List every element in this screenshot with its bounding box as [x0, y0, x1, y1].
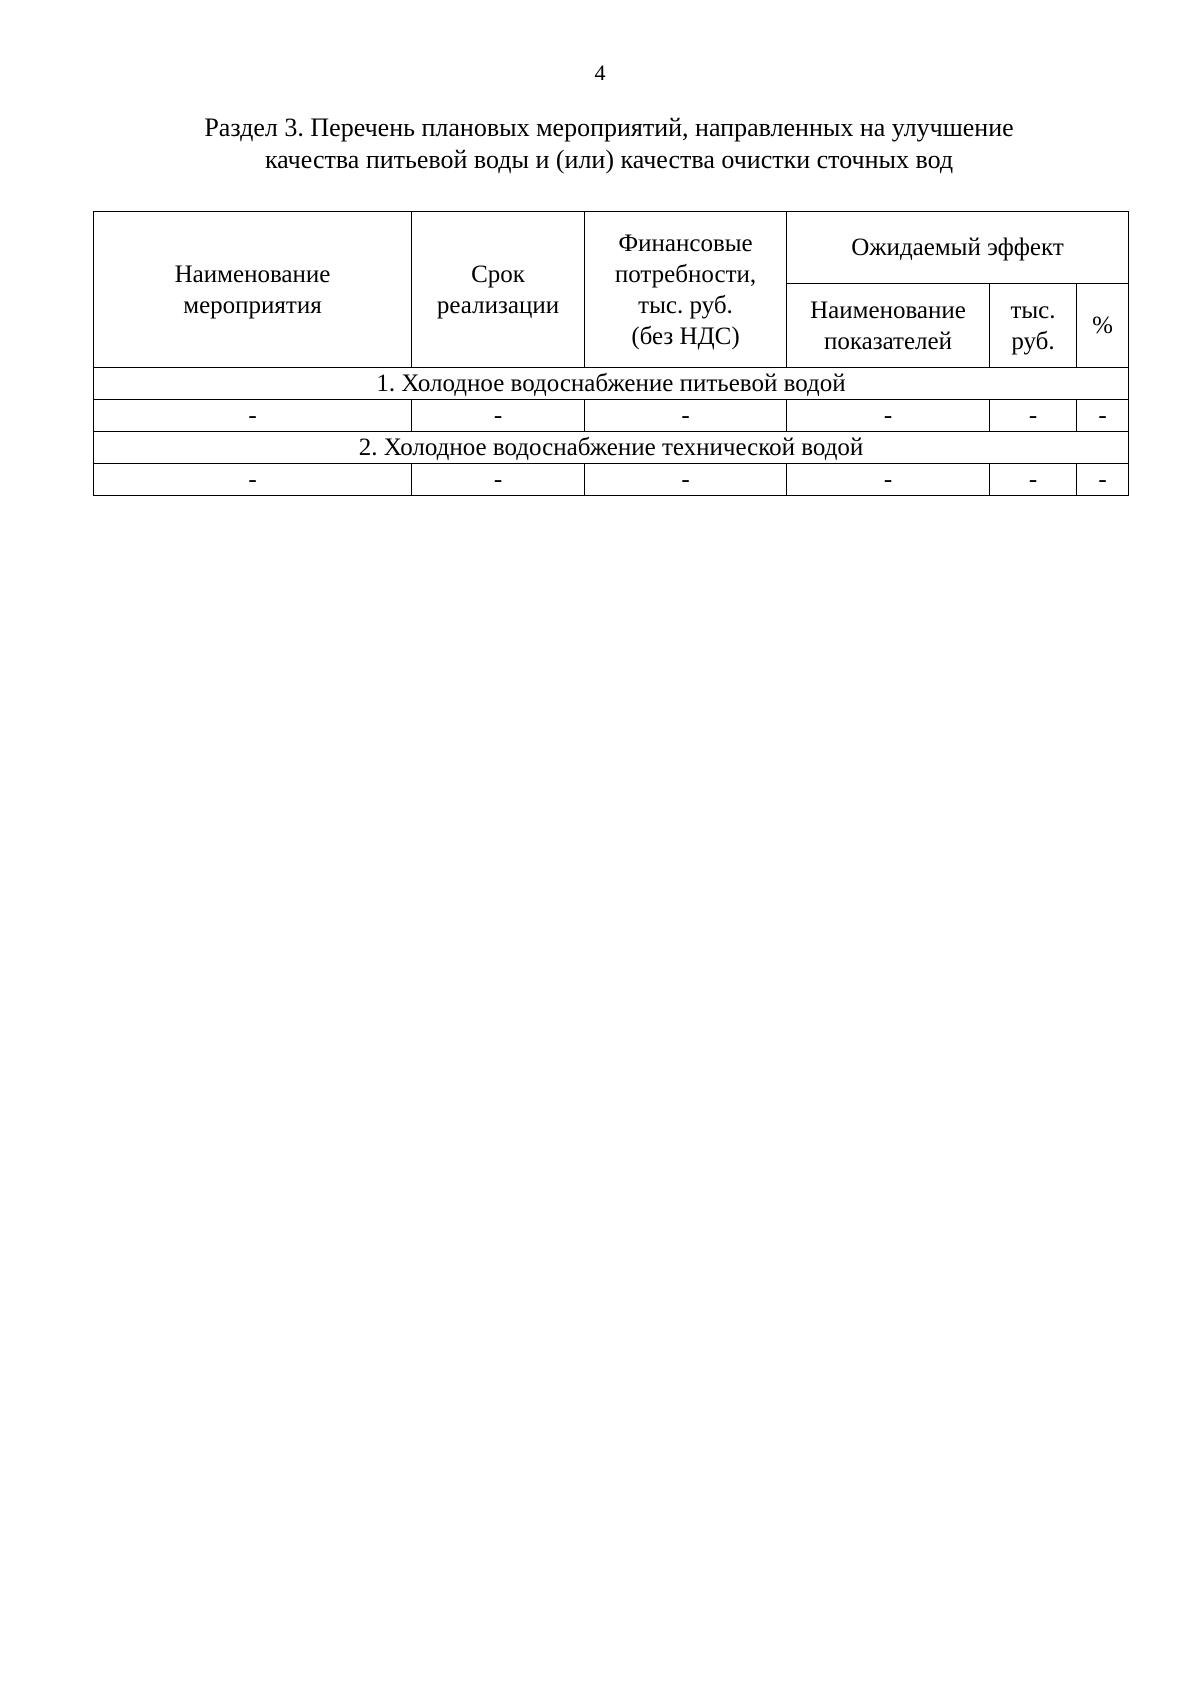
cell-percent: -: [1077, 400, 1129, 432]
header-indicator-name: Наименование показателей: [787, 284, 990, 368]
table-row: [94, 464, 1129, 496]
table-header-row: [94, 212, 1129, 284]
table-row: [94, 400, 1129, 432]
section-title-cold-technical: 2. Холодное водоснабжение технической водой: [94, 432, 1129, 464]
cell-measure-name: -: [94, 464, 412, 496]
section-title-cold-potable: 1. Холодное водоснабжение питьевой водой: [94, 368, 1129, 400]
cell-finance: -: [585, 400, 787, 432]
header-thousand-rub: тыс. руб.: [990, 284, 1077, 368]
section-title-line-1: Раздел 3. Перечень плановых мероприятий, направленных на улучшение: [204, 113, 1014, 142]
measures-table: [93, 211, 1129, 496]
cell-finance: -: [585, 464, 787, 496]
cell-term: -: [412, 400, 585, 432]
header-term: Срок реализации: [412, 212, 585, 368]
section-row: [94, 432, 1129, 464]
cell-thousand-rub: -: [990, 464, 1077, 496]
section-title-line-2: качества питьевой воды и (или) качества очистки сточных вод: [264, 145, 954, 174]
section-row: [94, 368, 1129, 400]
cell-measure-name: -: [94, 400, 412, 432]
header-percent: %: [1077, 284, 1129, 368]
cell-percent: -: [1077, 464, 1129, 496]
cell-indicator-name: -: [787, 464, 990, 496]
cell-indicator-name: -: [787, 400, 990, 432]
header-finance: Финансовые потребности, тыс. руб. (без НДС): [585, 212, 787, 368]
header-measure-name: Наименование мероприятия: [94, 212, 412, 368]
page-number: 4: [594, 60, 606, 85]
cell-term: -: [412, 464, 585, 496]
cell-thousand-rub: -: [990, 400, 1077, 432]
section-title: [94, 112, 1124, 176]
header-expected-effect: Ожидаемый эффект: [787, 212, 1129, 284]
